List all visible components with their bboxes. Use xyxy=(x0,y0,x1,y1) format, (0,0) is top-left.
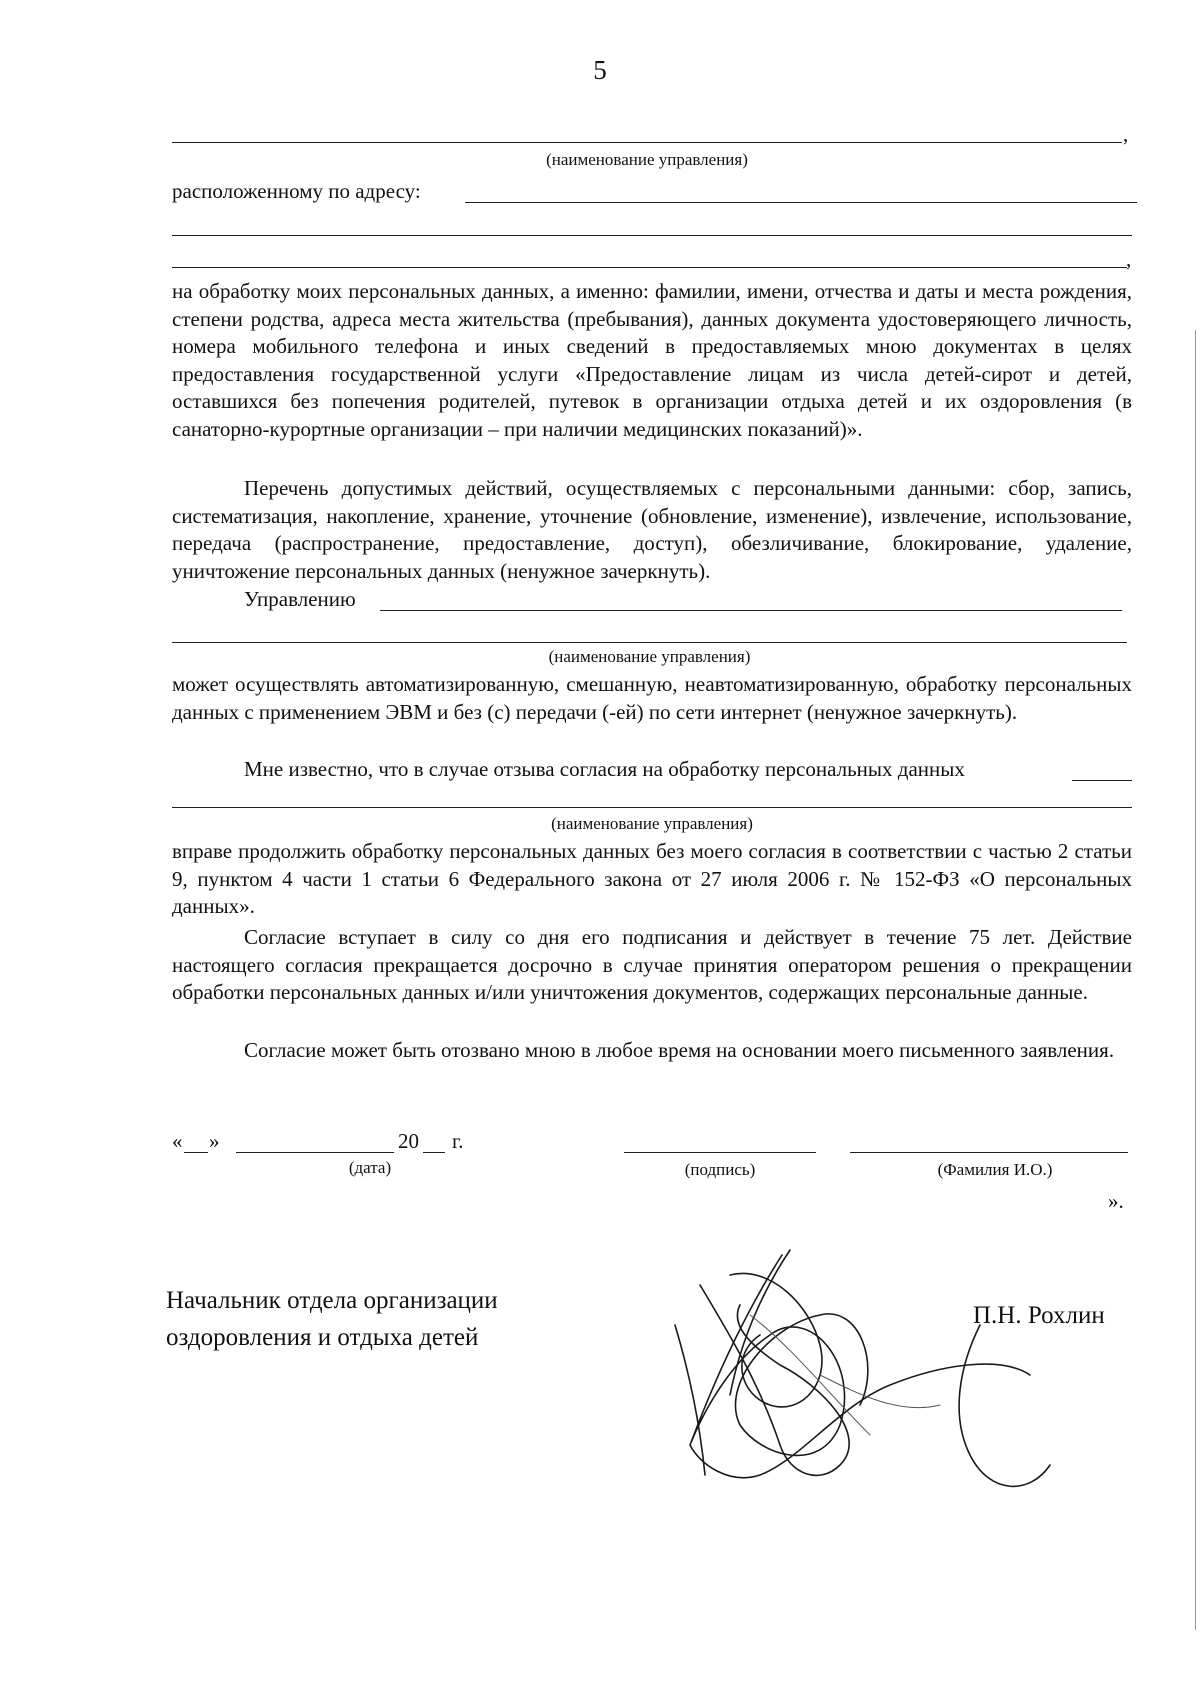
position-line-2: оздоровления и отдыха детей xyxy=(166,1324,479,1351)
management-label: Управлению xyxy=(244,587,356,611)
page-number: 5 xyxy=(593,55,607,85)
date-open-quote: « xyxy=(172,1129,183,1153)
validity-paragraph: Согласие вступает в силу со дня его подписания и действует в течение 75 лет. Действие настоящего согласия прекращается досрочно в случае принятия оператором решения о прекращении обработки персональных данных и/или уничтожения документов, содержащих персональные данные. xyxy=(172,925,1132,1004)
year-prefix: 20 xyxy=(398,1129,419,1153)
management-caption: (наименование управления) xyxy=(551,814,753,833)
full-name-line xyxy=(850,1152,1128,1153)
date-month-line xyxy=(236,1152,394,1153)
signature-caption: (подпись) xyxy=(684,1160,756,1179)
signature-line xyxy=(624,1152,816,1153)
date-year-line xyxy=(423,1152,445,1153)
address-line-2 xyxy=(172,235,1132,236)
date-close-quote: » xyxy=(209,1129,220,1153)
position-line-1: Начальник отдела организации xyxy=(166,1287,498,1314)
revocation-line-1 xyxy=(1072,780,1132,781)
full-name-caption: (Фамилия И.О.) xyxy=(937,1160,1053,1179)
revocation-known-text: Мне известно, что в случае отзыва согласия на обработку персональных данных xyxy=(244,757,965,781)
consent-scope-paragraph: на обработку моих персональных данных, а именно: фамилии, имени, отчества и даты и места рождения, степени родства, адреса места жительства (пребывания), данных документа удостоверяющего личность, номера мобильного телефона и иных сведений в предоставляемых мною документах в целях предоставления государственной услуги «Предоставление лицам из числа детей-сирот и детей, оставшихся без попечения родителей, путевок в организации отдыха детей и их оздоровления (в санаторно-курортные организации – при наличии медицинских показаний)». xyxy=(172,279,1132,441)
management-caption: (наименование управления) xyxy=(548,647,751,666)
date-caption: (дата) xyxy=(348,1158,392,1177)
management-line-1 xyxy=(380,610,1122,611)
closing-quote-mark: ». xyxy=(1108,1189,1124,1213)
signatory-name: П.Н. Рохлин xyxy=(973,1302,1105,1329)
management-line-2 xyxy=(172,642,1127,643)
revocable-paragraph: Согласие может быть отозвано мною в любое время на основании моего письменного заявления. xyxy=(244,1038,1115,1062)
address-label: расположенному по адресу: xyxy=(172,179,421,203)
management-caption: (наименование управления) xyxy=(546,150,748,169)
revocation-line-2 xyxy=(172,807,1132,808)
management-name-line xyxy=(172,142,1122,143)
comma-mark: , xyxy=(1123,122,1129,146)
address-line-1 xyxy=(465,202,1137,203)
address-line-3 xyxy=(172,267,1127,268)
handwritten-signature xyxy=(670,1245,1130,1515)
year-suffix: г. xyxy=(452,1129,464,1153)
scan-edge-artifact xyxy=(1195,330,1196,1630)
comma-mark: , xyxy=(1126,247,1132,271)
permitted-actions-paragraph: Перечень допустимых действий, осуществляемых с персональными данными: сбор, запись, систематизация, накопление, хранение, уточнение (обновление, изменение), извлечение, использование, передача (распространение, предоставление, доступ), обезличивание, блокирование, удаление, уничтожение персональных данных (ненужное зачеркнуть). xyxy=(172,476,1132,583)
continue-processing-paragraph: вправе продолжить обработку персональных данных без моего согласия в соответствии с частью 2 статьи 9, пунктом 4 части 1 статьи 6 Федерального закона от 27 июля 2006 г. № 152-ФЗ «О персональных данных». xyxy=(172,839,1132,918)
date-day-line xyxy=(184,1152,208,1153)
signatory-position xyxy=(166,1282,498,1356)
processing-method-paragraph: может осуществлять автоматизированную, смешанную, неавтоматизированную, обработку персональных данных с применением ЭВМ и без (с) передачи (-ей) по сети интернет (ненужное зачеркнуть). xyxy=(172,672,1132,724)
